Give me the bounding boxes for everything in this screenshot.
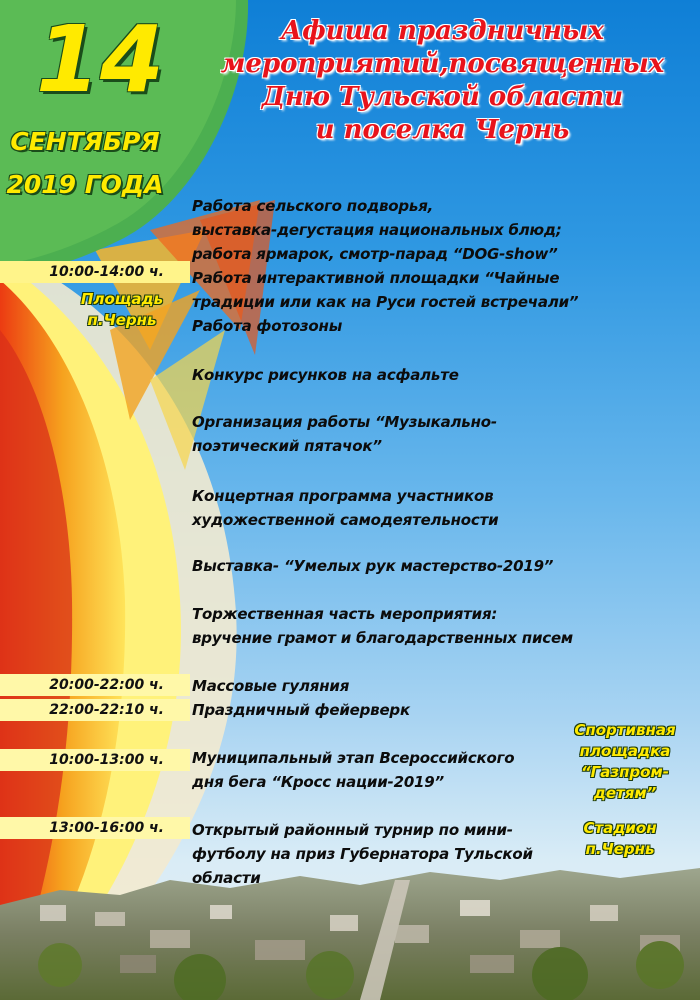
event-line: художественной самодеятельности: [192, 511, 499, 529]
time-label-1: 10:00-14:00 ч.: [0, 261, 190, 283]
event-line: традиции или как на Руси гостей встречали”: [192, 293, 579, 311]
event-ceremony: [192, 602, 612, 650]
event-line: вручение грамот и благодарственных писем: [192, 629, 573, 647]
event-concert: [192, 484, 612, 532]
event-festivities: [192, 674, 612, 698]
poster-title: [210, 15, 675, 147]
event-line: Праздничный фейерверк: [192, 701, 410, 719]
location-line: площадка: [579, 742, 671, 760]
title-line: и поселка Чернь: [315, 115, 570, 145]
event-line: Конкурс рисунков на асфальте: [192, 366, 459, 384]
time-label-2: 20:00-22:00 ч.: [0, 674, 190, 696]
location-line: детям”: [593, 784, 657, 802]
date-month: СЕНТЯБРЯ: [10, 127, 160, 156]
location-line: Стадион: [583, 819, 657, 837]
event-fair-block: [192, 194, 612, 338]
location-line: п.Чернь: [585, 840, 655, 858]
event-drawing-contest: [192, 363, 612, 387]
event-cross-run: [192, 746, 612, 794]
event-line: Открытый районный турнир по мини-: [192, 821, 513, 839]
location-line: Спортивная: [574, 721, 676, 739]
event-line: Работа сельского подворья,: [192, 197, 434, 215]
title-line: мероприятий,посвященных: [220, 49, 665, 79]
event-music-poetry: [192, 410, 612, 458]
event-line: Выставка- “Умелых рук мастерство-2019”: [192, 557, 554, 575]
event-line: Организация работы “Музыкально-: [192, 413, 497, 431]
time-label-4: 10:00-13:00 ч.: [0, 749, 190, 771]
event-line: Муниципальный этап Всероссийского: [192, 749, 515, 767]
event-football-tournament: [192, 818, 612, 890]
event-date: [0, 0, 200, 210]
event-line: Торжественная часть мероприятия:: [192, 605, 498, 623]
event-line: дня бега “Кросс нации-2019”: [192, 773, 444, 791]
location-square: [62, 289, 182, 331]
location-line: “Газпром-: [581, 763, 669, 781]
event-line: Концертная программа участников: [192, 487, 494, 505]
title-line: Афиша праздничных: [281, 16, 604, 46]
event-line: Работа интерактивной площадки “Чайные: [192, 269, 560, 287]
date-day: 14: [35, 6, 165, 113]
event-line: Работа фотозоны: [192, 317, 343, 335]
event-line: Массовые гуляния: [192, 677, 350, 695]
event-fireworks: [192, 698, 612, 722]
time-label-5: 13:00-16:00 ч.: [0, 817, 190, 839]
location-line: п.Чернь: [87, 311, 157, 329]
title-line: Дню Тульской области: [261, 82, 624, 112]
location-line: Площадь: [80, 290, 164, 308]
event-crafts-exhibition: [192, 554, 612, 578]
event-line: поэтический пятачок”: [192, 437, 382, 455]
event-line: футболу на приз Губернатора Тульской: [192, 845, 533, 863]
date-year: 2019 ГОДА: [6, 170, 164, 199]
event-line: работа ярмарок, смотр-парад “DOG-show”: [192, 245, 558, 263]
event-line: области: [192, 869, 261, 887]
event-line: выставка-дегустация национальных блюд;: [192, 221, 562, 239]
time-label-3: 22:00-22:10 ч.: [0, 699, 190, 721]
